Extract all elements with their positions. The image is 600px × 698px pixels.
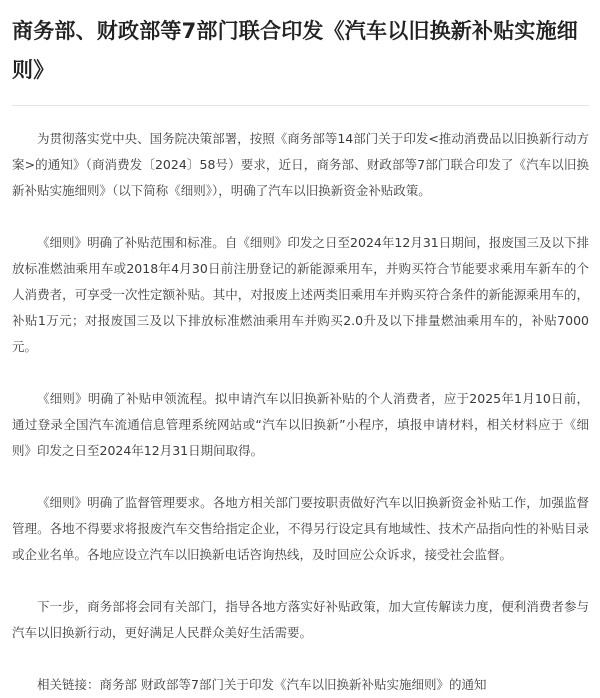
title-divider	[12, 105, 589, 106]
paragraph-next-steps: 下一步，商务部将会同有关部门，指导各地方落实好补贴政策，加大宣传解读力度，便利消费者参与汽车以旧换新行动，更好满足人民群众美好生活需要。	[12, 599, 589, 640]
paragraph-supervision: 《细则》明确了监督管理要求。各地方相关部门要按职责做好汽车以旧换新资金补贴工作，加强监督管理。各地不得要求将报废汽车交售给指定企业，不得另行设定具有地域性、技术产品指向性的补贴目录或企业名单。各地应设立汽车以旧换新电话咨询热线，及时回应公众诉求，接受社会监督。	[12, 495, 589, 562]
related-link[interactable]: 商务部 财政部等7部门关于印发《汽车以旧换新补贴实施细则》的通知	[99, 677, 487, 692]
article-body	[12, 126, 589, 698]
paragraph-subsidy-scope: 《细则》明确了补贴范围和标准。自《细则》印发之日至2024年12月31日期间，报废国三及以下排放标准燃油乘用车或2018年4月30日前注册登记的新能源乘用车，并购买符合节能要求乘用车新车的个人消费者，可享受一次性定额补贴。其中，对报废上述两类旧乘用车并购买符合条件的新能源乘用车的，补贴1万元；对报废国三及以下排放标准燃油乘用车并购买2.0升及以下排量燃油乘用车的，补贴7000元。	[12, 235, 589, 354]
article-title: 商务部、财政部等7部门联合印发《汽车以旧换新补贴实施细则》	[12, 19, 579, 82]
paragraph-intro: 为贯彻落实党中央、国务院决策部署，按照《商务部等14部门关于印发<推动消费品以旧换新行动方案>的通知》（商消费发〔2024〕58号）要求，近日，商务部、财政部等7部门联合印发了《汽车以旧换新补贴实施细则》（以下简称《细则》），明确了汽车以旧换新资金补贴政策。	[12, 131, 589, 198]
related-links	[12, 672, 589, 698]
paragraph-application-process: 《细则》明确了补贴申领流程。拟申请汽车以旧换新补贴的个人消费者，应于2025年1月10日前，通过登录全国汽车流通信息管理系统网站或“汽车以旧换新”小程序，填报申请材料，相关材料应于《细则》印发之日至2024年12月31日期间取得。	[12, 391, 589, 458]
related-label: 相关链接：	[37, 677, 100, 692]
